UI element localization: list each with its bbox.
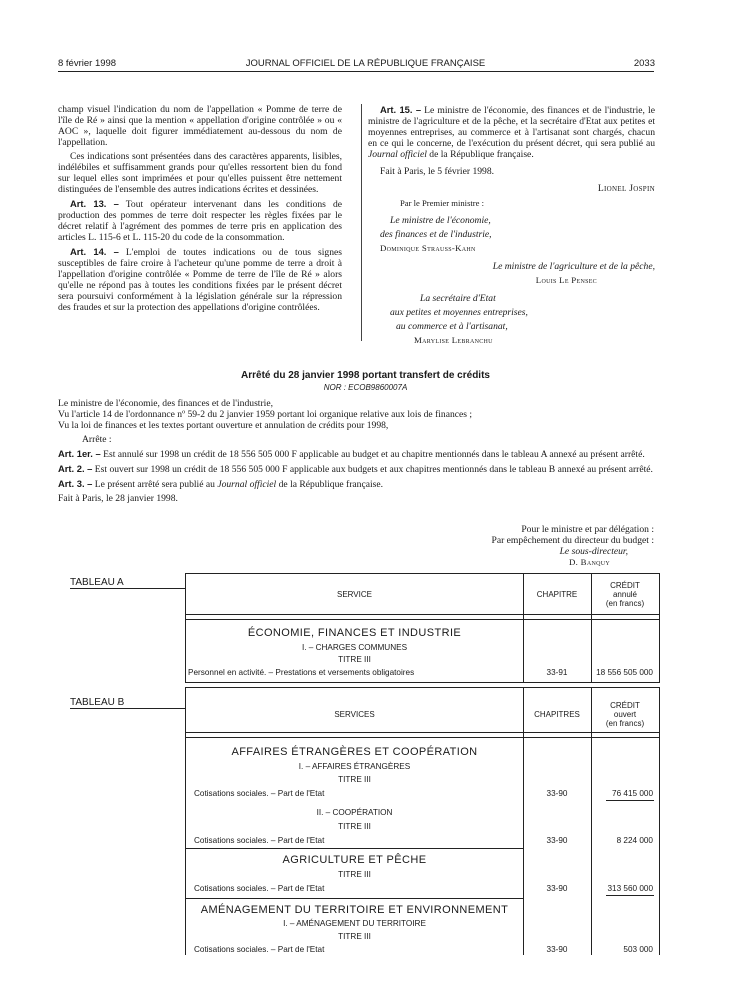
arrete-intro: Le ministre de l'économie, des finances et de l'industrie, [58, 398, 273, 409]
article-label: Art. 13. – [70, 198, 119, 209]
titre-heading: TITRE III [338, 822, 371, 831]
table-row-amount: 18 556 505 000 [596, 668, 653, 677]
arrete-article-2 [58, 463, 655, 475]
par-premier-ministre: Par le Premier ministre : [400, 198, 485, 208]
tableau-a-label-rule [70, 588, 185, 589]
column-divider [361, 104, 362, 341]
table-row-label: Personnel en activité. – Prestations et versements obligatoires [188, 668, 415, 677]
signature-title: Le ministre de l'agriculture et de la pêche, [492, 261, 655, 272]
ministry-heading: AFFAIRES ÉTRANGÈRES ET COOPÉRATION [231, 746, 478, 758]
section-heading: II. – COOPÉRATION [316, 808, 393, 817]
signature-title: des finances et de l'industrie, [380, 229, 492, 240]
amount-underline [606, 800, 654, 801]
signature-title: aux petites et moyennes entreprises, [390, 307, 528, 318]
table-row-chapitre: 33-91 [546, 668, 568, 677]
tableau-b-label-rule [70, 708, 185, 709]
journal-name: Journal officiel [217, 479, 277, 490]
signature-title: au commerce et à l'artisanat, [396, 321, 508, 332]
header-divider [186, 737, 659, 738]
arrete-fait: Fait à Paris, le 28 janvier 1998. [58, 493, 178, 504]
article-label: Art. 3. – [58, 478, 93, 489]
arrete-article-1 [58, 448, 655, 460]
section-divider [186, 898, 523, 899]
header-page-number: 2033 [633, 58, 655, 69]
signature-name: Dominique Strauss-Kahn [380, 243, 476, 253]
ministry-heading: AMÉNAGEMENT DU TERRITOIRE ET ENVIRONNEMENT [200, 904, 509, 916]
article-text: Le présent arrêté sera publié au [94, 479, 215, 490]
header-divider [186, 614, 659, 615]
arrete-title: Arrêté du 28 janvier 1998 portant transfert de crédits [241, 370, 490, 381]
article-text: Est annulé sur 1998 un crédit de 18 556 505 000 F applicable au budget et au chapitre mentionnés dans le tableau A annexé au présent arrêté. [103, 449, 645, 460]
table-row-label: Cotisations sociales. – Part de l'Etat [194, 945, 325, 954]
table-row-chapitre: 33-90 [546, 884, 568, 893]
header-divider [186, 619, 659, 620]
column-header-chapitres: CHAPITRES [534, 710, 580, 719]
left-column [58, 104, 342, 316]
arrete-nor [0, 383, 731, 392]
ministry-heading: ÉCONOMIE, FINANCES ET INDUSTRIE [247, 627, 462, 639]
table-row-label: Cotisations sociales. – Part de l'Etat [194, 789, 325, 798]
header-journal-title: JOURNAL OFFICIEL DE LA RÉPUBLIQUE FRANÇAISE [245, 58, 486, 69]
article-text: de la République française. [278, 479, 384, 490]
table-row-amount: 76 415 000 [612, 789, 653, 798]
section-divider [186, 848, 523, 849]
table-row-label: Cotisations sociales. – Part de l'Etat [194, 836, 325, 845]
signature-name: Marylise Lebranchu [414, 335, 493, 345]
header-line: CRÉDIT [610, 581, 640, 590]
signature-line: Pour le ministre et par délégation : [521, 524, 654, 535]
signature-block-agriculture [368, 261, 655, 286]
arrete-visa: Vu la loi de finances et les textes portant ouverture et annulation de crédits pour 1998, [58, 420, 389, 431]
article-text: Le ministre de l'économie, des finances et de l'industrie, le ministre de l'agriculture et de la pêche, et la secrétaire d'Etat aux petites et moyennes entreprises, au commerce et à l'artisanat sont chargés, chacun en ce qui le concerne, de l'exécution du présent décret, qui sera publié au [368, 105, 655, 149]
tableau-b [185, 687, 660, 955]
signature-block-economy [368, 215, 655, 254]
arrete-article-3 [58, 478, 655, 490]
article-14 [58, 246, 342, 313]
signature-line: Le sous-directeur, [559, 546, 628, 557]
article-15 [368, 104, 655, 160]
header-rule [58, 71, 654, 72]
amount-underline [606, 895, 654, 896]
column-header-credit [591, 701, 659, 728]
header-line: (en francs) [605, 719, 645, 728]
titre-heading: TITRE III [338, 932, 371, 941]
arrete-word: Arrête : [82, 434, 112, 445]
header-line: ouvert [613, 710, 637, 719]
column-header-service: SERVICE [337, 590, 372, 599]
fait-a-paris: Fait à Paris, le 5 février 1998. [380, 166, 495, 177]
column-divider [523, 688, 524, 955]
signature-title: Le ministre de l'économie, [390, 215, 491, 226]
section-heading: I. – AFFAIRES ÉTRANGÈRES [298, 762, 411, 771]
signature-name: Louis Le Pensec [535, 275, 597, 285]
tableau-b-label: TABLEAU B [70, 697, 125, 708]
signature-name: D. Banquy [569, 557, 610, 567]
column-header-services: SERVICES [334, 710, 375, 719]
right-column [368, 104, 655, 349]
nor-code: NOR : ECOB9860007A [323, 383, 408, 392]
article-label: Art. 2. – [58, 463, 93, 474]
column-header-credit [591, 581, 659, 608]
header-divider [186, 732, 659, 733]
table-row-amount: 503 000 [623, 945, 653, 954]
arrete-signature [360, 524, 654, 568]
article-text: Tout opérateur intervenant dans les conditions de production des pommes de terre doit respecter les règles fixées par le décret relatif à l'agrément des pommes de terre pris en application des articles L. 115-6 et L. 115-20 du code de la consommation. [58, 199, 342, 243]
signature-block-secretary [368, 293, 655, 346]
paragraph: champ visuel l'indication du nom de l'appellation « Pomme de terre de l'île de Ré » ainsi que la mention « appellation d'origine contrôlée » ou « AOC », laquelle doit figurer immédiatement au-dessous du nom de l'appellation. [58, 104, 342, 148]
journal-name: Journal officiel [368, 149, 427, 160]
ministry-heading: AGRICULTURE ET PÊCHE [282, 854, 427, 866]
table-row-label: Cotisations sociales. – Part de l'Etat [194, 884, 325, 893]
titre-heading: TITRE III [338, 655, 371, 664]
signature-line: Par empêchement du directeur du budget : [491, 535, 654, 546]
table-row-chapitre: 33-90 [546, 789, 568, 798]
table-row-chapitre: 33-90 [546, 836, 568, 845]
article-text: L'emploi de toutes indications ou de tous signes susceptibles de faire croire à l'acheteur qu'une pomme de terre a droit à l'appellation d'origine contrôlée « Pomme de terre de l'île de Ré » alors qu'elle ne répond pas à toutes les conditions fixées par le présent décret sera poursuivi conformément à la législation générale sur la répression des fraudes et sur la protection des appellations d'origine contrôlées. [58, 247, 342, 313]
signatory-prime-minister: Lionel Jospin [597, 183, 655, 194]
tableau-a-label: TABLEAU A [70, 577, 124, 588]
table-row-amount: 313 560 000 [607, 884, 653, 893]
article-text: de la République française. [429, 149, 534, 160]
table-row-chapitre: 33-90 [546, 945, 568, 954]
arrete-body [58, 398, 655, 504]
column-header-chapitre: CHAPITRE [536, 590, 578, 599]
titre-heading: TITRE III [338, 775, 371, 784]
article-text: Est ouvert sur 1998 un crédit de 18 556 505 000 F applicable aux budgets et aux chapitres mentionnés dans le tableau B annexé au présent arrêté. [94, 464, 653, 475]
section-heading: I. – CHARGES COMMUNES [301, 643, 408, 652]
signature-title: La secrétaire d'Etat [420, 293, 496, 304]
article-label: Art. 1er. – [58, 448, 101, 459]
header-line: annulé [612, 590, 638, 599]
article-label: Art. 15. – [380, 104, 422, 115]
section-heading: I. – AMÉNAGEMENT DU TERRITOIRE [283, 919, 426, 928]
article-13 [58, 198, 342, 243]
table-row-amount: 8 224 000 [616, 836, 653, 845]
titre-heading: TITRE III [338, 870, 371, 879]
article-label: Art. 14. – [70, 246, 119, 257]
header-line: (en francs) [605, 599, 645, 608]
column-divider [591, 688, 592, 955]
header-line: CRÉDIT [610, 701, 640, 710]
paragraph: Ces indications sont présentées dans des caractères apparents, lisibles, indélébiles et suffisamment grands pour qu'elles ressortent bien du fond sur lequel elles sont imprimées et pour qu'elles puissent être nettement distinguées de l'ensemble des autres indications écrites et dessinées. [58, 151, 342, 195]
tableau-a [185, 573, 660, 683]
header-date: 8 février 1998 [58, 58, 117, 69]
arrete-visa: Vu l'article 14 de l'ordonnance nº 59-2 du 2 janvier 1959 portant loi organique relative aux lois de finances ; [58, 409, 473, 420]
